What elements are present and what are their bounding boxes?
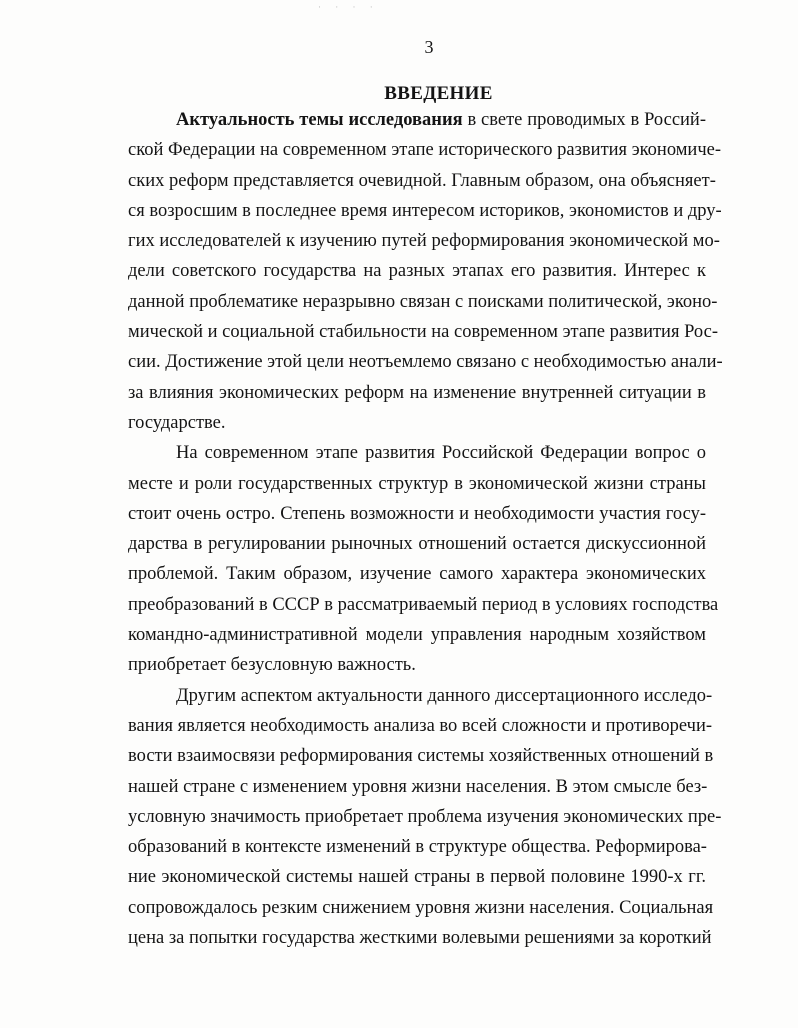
paragraph-line: данной проблематике неразрывно связан с поисками политической, эконо- xyxy=(128,291,718,312)
paragraph-line: образований в контексте изменений в структуре общества. Реформирова- xyxy=(128,837,707,858)
paragraph-line: командно-административной модели управления народным хозяйством xyxy=(128,625,706,646)
paragraph-line: ской Федерации на современном этапе исторического развития экономиче- xyxy=(128,140,722,161)
paragraph-line: проблемой. Таким образом, изучение самого характера экономических xyxy=(128,564,706,585)
paragraph-line xyxy=(128,105,706,135)
paragraph-line: приобретает безусловную важность. xyxy=(128,655,416,676)
paragraph-line: преобразований в СССР в рассматриваемый период в условиях господства xyxy=(128,594,719,615)
paragraph-line: дели советского государства на разных этапах его развития. Интерес к xyxy=(128,261,706,282)
paragraph-line: гих исследователей к изучению путей реформирования экономической мо- xyxy=(128,231,720,252)
paragraph-line: за влияния экономических реформ на изменение внутренней ситуации в xyxy=(128,382,706,403)
paragraph-line: вания является необходимость анализа во всей сложности и противоречи- xyxy=(128,715,713,736)
scan-artifacts: · · · · xyxy=(318,2,379,12)
paragraph-line: государстве. xyxy=(128,412,226,433)
paragraph-line: стоит очень остро. Степень возможности и необходимости участия госу- xyxy=(128,503,706,524)
paragraph-line: мической и социальной стабильности на современном этапе развития Рос- xyxy=(128,322,719,343)
paragraph-line: сопровождалось резким снижением уровня жизни населения. Социальная xyxy=(128,897,714,918)
section-heading-text: ВВЕДЕНИЕ xyxy=(384,83,493,104)
paragraph-line: дарства в регулировании рыночных отношений остается дискуссионной xyxy=(128,534,706,555)
paragraph-line: нашей стране с изменением уровня жизни населения. В этом смысле без- xyxy=(128,776,708,797)
paragraph-line: На современном этапе развития Российской Федерации вопрос о xyxy=(176,443,706,464)
paragraph-line: условную значимость приобретает проблема изучения экономических пре- xyxy=(128,806,722,827)
paragraph-line: ских реформ представляется очевидной. Главным образом, она объясняет- xyxy=(128,170,716,191)
paragraph-line-text: в свете проводимых в Россий- xyxy=(462,110,706,130)
paragraph-line: вости взаимосвязи реформирования системы хозяйственных отношений в xyxy=(128,746,714,767)
paragraph-line: Другим аспектом актуальности данного диссертационного исследо- xyxy=(176,685,713,706)
paragraph-line: ние экономической системы нашей страны в первой половине 1990-х гг. xyxy=(128,867,706,888)
lead-phrase: Актуальность темы исследования xyxy=(176,110,463,130)
page-number: 3 xyxy=(424,37,434,57)
paragraph-line: сии. Достижение этой цели неотъемлемо связано с необходимостью анали- xyxy=(128,352,723,373)
section-heading xyxy=(128,82,749,106)
paragraph-line: ся возросшим в последнее время интересом историков, экономистов и дру- xyxy=(128,200,722,221)
paragraph-line: цена за попытки государства жесткими волевыми решениями за короткий xyxy=(128,928,712,949)
paragraph-line: месте и роли государственных структур в экономической жизни страны xyxy=(128,473,706,494)
body-text xyxy=(128,105,723,953)
